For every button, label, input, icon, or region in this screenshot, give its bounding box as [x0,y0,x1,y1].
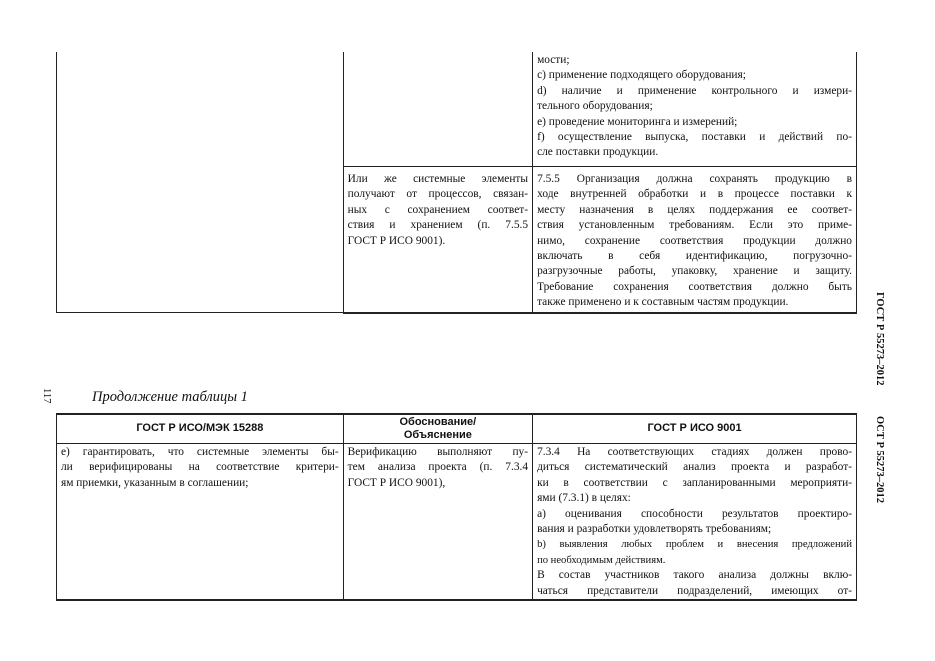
running-head: ГОСТ Р 55273–2012 [874,292,885,386]
top-table-col3-row2 [533,167,857,313]
text-line: ствия и хранением (п. 7.5.5 [347,219,529,232]
text-line: включать в себя идентификацию, погрузочно- [537,250,852,263]
text-line: сле поставки продукции. [537,146,659,159]
text-line: ГОСТ Р ИСО 9001), [347,476,446,489]
text-line: ствия установленным требованиям. Если это приме- [537,219,852,232]
text-line: разгрузочные работы, упаковку, хранение и защиту. [537,265,852,278]
text-line: ли верифицированы на соответствие критери- [61,461,339,474]
text-line: по необходимым действиям. [537,554,666,566]
top-table-col2-row1 [343,52,532,167]
text-line: 7.3.4 На соответствующих стадиях должен прово- [537,446,852,458]
top-table-col1-cell [57,52,344,313]
text-line: 7.5.5 Организация должна сохранять продукцию в [537,173,852,185]
text-line: ных с сохранением соответ- [347,203,529,216]
text-line: получают от процессов, связан- [347,188,529,201]
table-caption: Продолжение таблицы 1 [92,389,248,405]
text-line: Или же системные элементы [347,173,529,185]
text-line: d) наличие и применение контрольного и измери- [537,84,852,97]
text-line: вания и разработки удовлетворять требованиям; [537,523,772,536]
top-table-col2-row2 [343,167,532,313]
text-line: ходе внутренней обработки и в процессе поставки к [537,188,852,201]
top-table [56,52,857,314]
text-line: Требование сохранения соответствия должно быть [537,280,852,293]
text-line: Верификацию выполняют пу- [347,446,529,458]
text-line: тельного оборудования; [537,100,653,113]
text-line: нимо, сохранение соответствия продукции должно [537,234,852,247]
text-line: f) осуществление выпуска, поставки и действий по- [537,131,852,144]
text-line: диться систематический анализ проекта и разработ- [537,461,852,474]
text-line: ями (7.3.1) в целях: [537,492,631,505]
text-line: также применено и к составным частям продукции. [537,296,789,309]
text-line: В состав участников такого анализа должны вклю- [537,569,852,582]
bottom-table-col1 [57,444,344,601]
page-number: 117 [41,388,52,404]
text-line: месту назначения в целях поддержания ее соответ- [537,203,852,216]
text-line: ГОСТ Р ИСО 9001). [347,234,446,247]
bottom-table [56,413,857,600]
header-line: Объяснение [403,429,472,441]
header-col2 [343,414,532,444]
text-line: ки в соответствии с запланированными мероприяти- [537,476,852,489]
bottom-table-lower-border [56,599,857,601]
bottom-table-col3 [533,444,857,601]
text-line: тем анализа проекта (п. 7.3.4 [347,461,529,474]
text-line: ям приемки, указанным в соглашении; [61,476,249,489]
text-line: а) оценивания способности результатов проектиро- [537,507,852,520]
text-line: чаться представители подразделений, имеющих от- [537,584,852,597]
header-col1: ГОСТ Р ИСО/МЭК 15288 [57,414,344,444]
header-line: Обоснование/ [399,416,477,428]
text-line: b) выявления любых проблем и внесения предложений [537,539,852,551]
top-table-col3-row1 [533,52,857,167]
text-line: с) применение подходящего оборудования; [537,69,746,82]
text-line: e) гарантировать, что системные элементы бы- [61,446,339,458]
header-col3: ГОСТ Р ИСО 9001 [533,414,857,444]
text-line: мости; [537,54,570,66]
bottom-table-col2 [343,444,532,601]
running-head: ОСТ Р 55273–2012 [874,416,885,504]
text-line: e) проведение мониторинга и измерений; [537,115,738,128]
